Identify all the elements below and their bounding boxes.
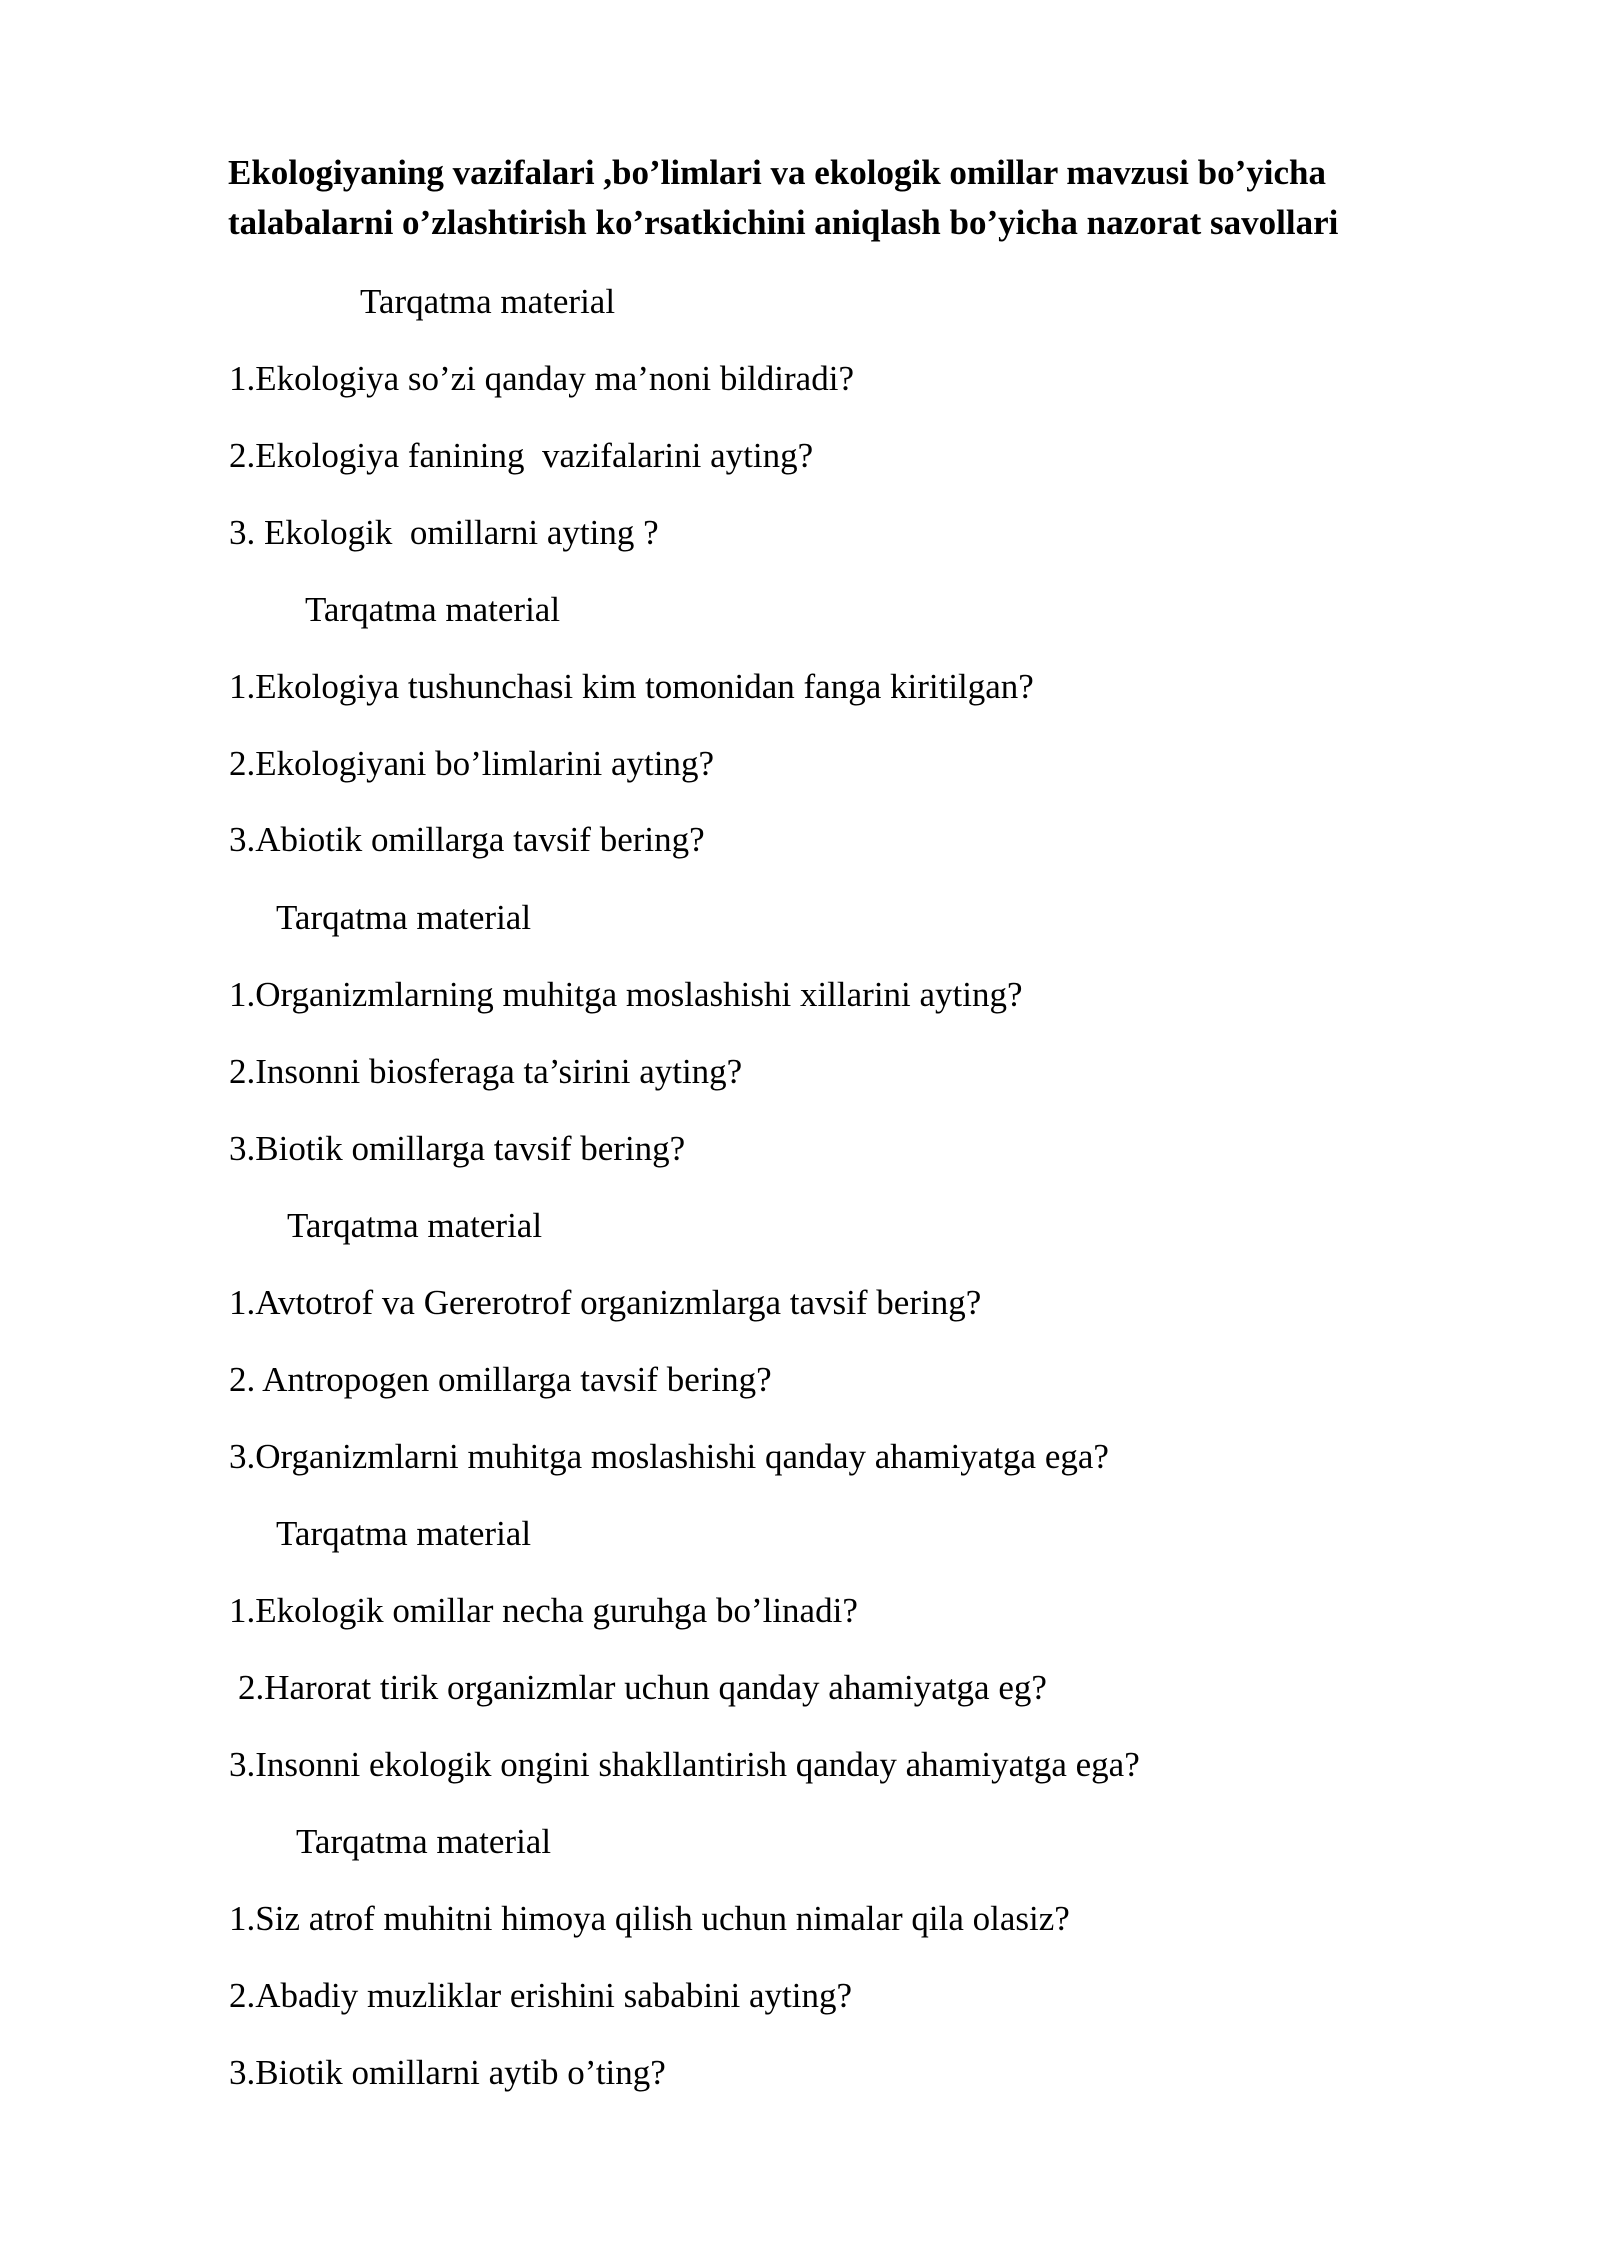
section-heading: Tarqatma material: [296, 1822, 552, 1861]
title-line-2: talabalarni o’zlashtirish ko’rsatkichini aniqlash bo’yicha nazorat savollari: [228, 203, 1339, 242]
question-item: 2.Insonni biosferaga ta’sirini ayting?: [229, 1052, 743, 1091]
question-item: 3. Ekologik omillarni ayting ?: [229, 513, 659, 552]
section-heading: Tarqatma material: [305, 590, 561, 629]
question-item: 1.Organizmlarning muhitga moslashishi xillarini ayting?: [229, 975, 1023, 1014]
question-item: 2.Harorat tirik organizmlar uchun qanday ahamiyatga eg?: [238, 1668, 1047, 1707]
question-item: 2.Ekologiyani bo’limlarini ayting?: [229, 744, 715, 783]
question-item: 3.Insonni ekologik ongini shakllantirish qanday ahamiyatga ega?: [229, 1745, 1140, 1784]
question-item: 2.Abadiy muzliklar erishini sababini ayting?: [229, 1976, 853, 2015]
section-heading: Tarqatma material: [287, 1206, 543, 1245]
question-item: 1.Ekologiya so’zi qanday ma’noni bildiradi?: [229, 359, 854, 398]
question-item: 1.Ekologiya tushunchasi kim tomonidan fanga kiritilgan?: [229, 667, 1034, 706]
question-item: 1.Siz atrof muhitni himoya qilish uchun nimalar qila olasiz?: [229, 1899, 1070, 1938]
question-item: 3.Abiotik omillarga tavsif bering?: [229, 820, 705, 859]
title-line-1: Ekologiyaning vazifalari ,bo’limlari va ekologik omillar mavzusi bo’yicha: [228, 153, 1327, 192]
question-item: 3.Organizmlarni muhitga moslashishi qanday ahamiyatga ega?: [229, 1437, 1109, 1476]
question-item: 2. Antropogen omillarga tavsif bering?: [229, 1360, 772, 1399]
section-heading: Tarqatma material: [276, 1514, 532, 1553]
section-heading: Tarqatma material: [360, 282, 616, 321]
document-title: [228, 148, 1478, 248]
question-item: 3.Biotik omillarga tavsif bering?: [229, 1129, 686, 1168]
section-heading: Tarqatma material: [276, 898, 532, 937]
question-item: 1.Avtotrof va Gererotrof organizmlarga tavsif bering?: [229, 1283, 982, 1322]
question-item: 1.Ekologik omillar necha guruhga bo’linadi?: [229, 1591, 858, 1630]
question-item: 2.Ekologiya fanining vazifalarini ayting?: [229, 436, 814, 475]
question-item: 3.Biotik omillarni aytib o’ting?: [229, 2053, 666, 2092]
